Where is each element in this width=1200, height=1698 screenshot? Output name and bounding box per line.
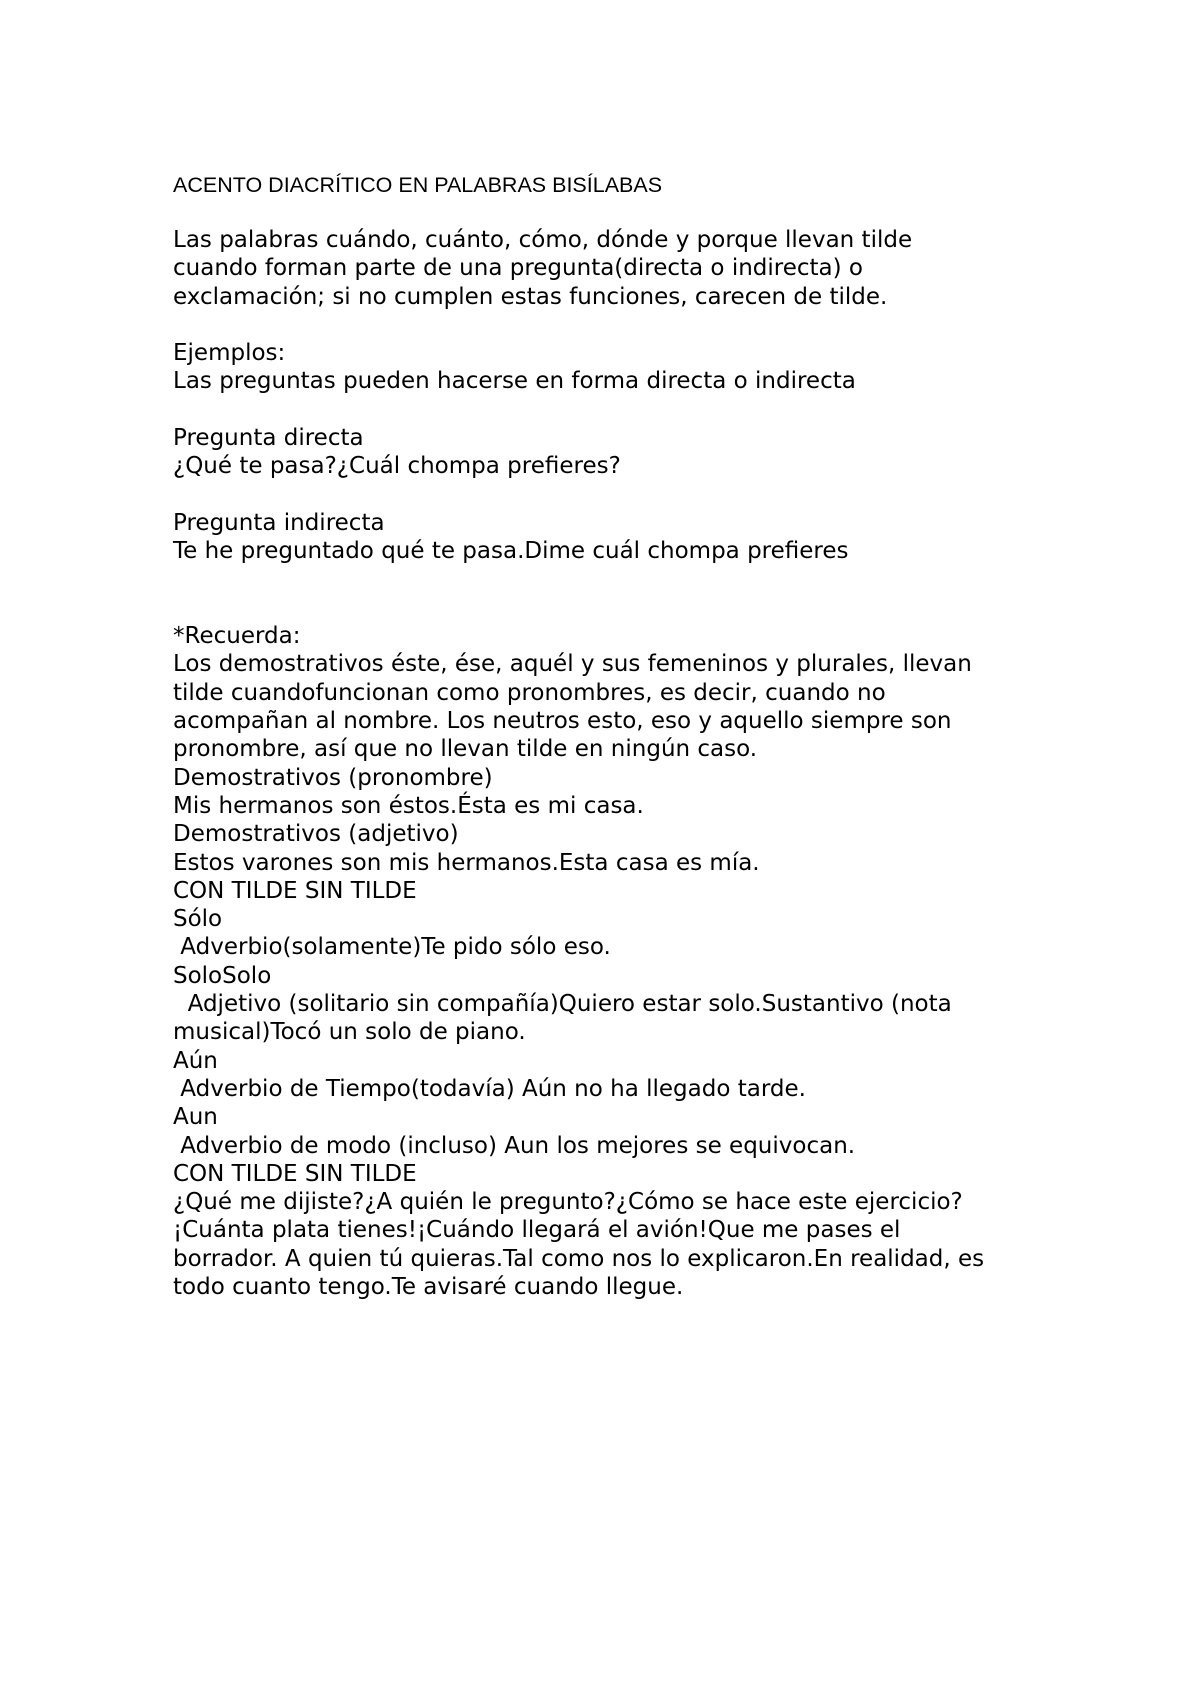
text-line: SoloSolo: [173, 962, 272, 989]
text-line: Los demostrativos éste, ése, aquél y sus femeninos y plurales, llevan: [173, 651, 972, 678]
document-title: ACENTO DIACRÍTICO EN PALABRAS BISÍLABAS: [173, 173, 663, 197]
text-line: Adverbio(solamente)Te pido sólo eso.: [173, 934, 611, 961]
text-line: Aun: [173, 1104, 218, 1131]
text-line: acompañan al nombre. Los neutros esto, eso y aquello siempre son: [173, 708, 952, 735]
text-line: *Recuerda:: [173, 623, 301, 650]
text-line: Demostrativos (adjetivo): [173, 821, 459, 848]
text-line: ¿Qué me dijiste?¿A quién le pregunto?¿Cómo se hace este ejercicio?: [173, 1189, 963, 1216]
blank-line: [173, 311, 1073, 339]
text-line: Las preguntas pueden hacerse en forma directa o indirecta: [173, 368, 856, 395]
text-line: Adverbio de modo (incluso) Aun los mejores se equivocan.: [173, 1132, 856, 1159]
text-line: Pregunta indirecta: [173, 509, 385, 536]
text-line: pronombre, así que no llevan tilde en ningún caso.: [173, 736, 758, 763]
document-body: [173, 226, 1073, 1301]
text-line: borrador. A quien tú quieras.Tal como nos lo explicaron.En realidad, es: [173, 1245, 985, 1272]
blank-line: [173, 566, 1073, 594]
text-line: Las palabras cuándo, cuánto, cómo, dónde y porque llevan tilde: [173, 227, 913, 253]
blank-line: [173, 481, 1073, 509]
text-line: CON TILDE SIN TILDE: [173, 1160, 417, 1187]
blank-line: [173, 594, 1073, 622]
text-line: Te he preguntado qué te pasa.Dime cuál chompa prefieres: [173, 538, 849, 565]
text-line: Estos varones son mis hermanos.Esta casa es mía.: [173, 849, 760, 876]
text-line: Adjetivo (solitario sin compañía)Quiero estar solo.Sustantivo (nota: [173, 991, 952, 1018]
text-line: cuando forman parte de una pregunta(directa o indirecta) o: [173, 255, 863, 282]
text-line: ¡Cuánta plata tienes!¡Cuándo llegará el avión!Que me pases el: [173, 1217, 901, 1244]
text-line: Pregunta directa: [173, 425, 364, 452]
text-line: ¿Qué te pasa?¿Cuál chompa prefieres?: [173, 453, 621, 480]
text-line: Ejemplos:: [173, 340, 286, 367]
text-line: Sólo: [173, 906, 223, 933]
text-line: tilde cuandofuncionan como pronombres, es decir, cuando no: [173, 679, 886, 706]
text-line: Mis hermanos son éstos.Ésta es mi casa.: [173, 792, 644, 819]
text-line: todo cuanto tengo.Te avisaré cuando llegue.: [173, 1273, 684, 1300]
text-line: exclamación; si no cumplen estas funciones, carecen de tilde.: [173, 283, 888, 310]
text-line: Aún: [173, 1047, 218, 1074]
blank-line: [173, 396, 1073, 424]
text-line: CON TILDE SIN TILDE: [173, 877, 417, 904]
text-line: Adverbio de Tiempo(todavía) Aún no ha llegado tarde.: [173, 1075, 806, 1102]
text-line: musical)Tocó un solo de piano.: [173, 1019, 526, 1046]
text-line: Demostrativos (pronombre): [173, 764, 493, 791]
